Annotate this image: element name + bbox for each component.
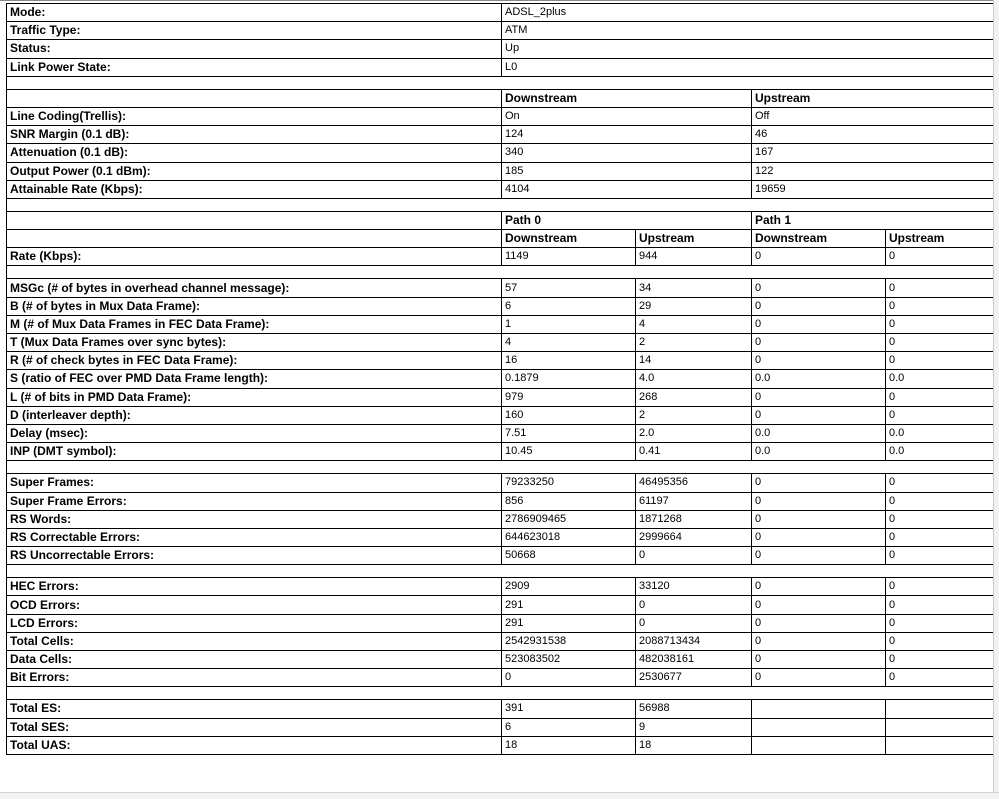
path1-downstream-value: 0 [752,279,886,297]
path1-upstream-value: 0 [886,406,995,424]
path1-downstream-value [752,736,886,754]
path0-upstream-value: 0.41 [636,443,752,461]
top-border [0,0,999,1]
path1-downstream-value: 0 [752,510,886,528]
statistics-content [6,3,994,755]
row-label: Output Power (0.1 dBm): [7,162,502,180]
stat-row [7,596,995,614]
stat-row [7,578,995,596]
row-label: RS Correctable Errors: [7,528,502,546]
path0-downstream-value: 979 [502,388,636,406]
path1-downstream-value: 0 [752,388,886,406]
path1-upstream-value: 0 [886,315,995,333]
row-label: MSGc (# of bytes in overhead channel message): [7,279,502,297]
path0-upstream-value: 46495356 [636,474,752,492]
path0-downstream-value: 18 [502,736,636,754]
path1-upstream-value: 0 [886,651,995,669]
row-label: Bit Errors: [7,669,502,687]
path1-upstream-value: 0 [886,279,995,297]
upstream-header: Upstream [752,89,995,107]
spacer-cell [7,198,995,211]
stat-row [7,736,995,754]
path1-upstream-value: 0 [886,492,995,510]
path1-downstream-value: 0 [752,578,886,596]
stat-row [7,528,995,546]
path0-upstream-value: 56988 [636,700,752,718]
path0-downstream-value: 523083502 [502,651,636,669]
path0-downstream-value: 644623018 [502,528,636,546]
row-label: OCD Errors: [7,596,502,614]
row-label: Attenuation (0.1 dB): [7,144,502,162]
path0-upstream-value: 2530677 [636,669,752,687]
path1-upstream-value: 0 [886,669,995,687]
row-value: Up [502,40,995,58]
spacer-cell [7,76,995,89]
path1-upstream-header: Upstream [886,230,995,248]
path1-upstream-value: 0 [886,510,995,528]
row-label: Link Power State: [7,58,502,76]
path1-downstream-value [752,700,886,718]
row-label: T (Mux Data Frames over sync bytes): [7,334,502,352]
path1-downstream-value: 0 [752,248,886,266]
path0-upstream-value: 2.0 [636,424,752,442]
path1-upstream-value: 0.0 [886,424,995,442]
path0-upstream-value: 0 [636,596,752,614]
empty-header-cell [7,230,502,248]
row-label: Delay (msec): [7,424,502,442]
row-label: INP (DMT symbol): [7,443,502,461]
stat-row [7,632,995,650]
adsl-statistics-table [6,3,995,755]
spacer-row [7,461,995,474]
path1-downstream-value [752,718,886,736]
path0-upstream-value: 0 [636,614,752,632]
row-label: Mode: [7,4,502,22]
row-label: Total Cells: [7,632,502,650]
path0-downstream-value: 391 [502,700,636,718]
line-row [7,144,995,162]
downstream-value: 340 [502,144,752,162]
path1-downstream-value: 0 [752,474,886,492]
path1-upstream-value: 0 [886,632,995,650]
stat-row [7,334,995,352]
row-label: B (# of bytes in Mux Data Frame): [7,297,502,315]
path0-upstream-value: 34 [636,279,752,297]
path1-downstream-value: 0 [752,352,886,370]
row-label: Total SES: [7,718,502,736]
horizontal-scrollbar[interactable] [0,792,999,799]
path0-upstream-value: 18 [636,736,752,754]
stat-row [7,352,995,370]
row-label: Traffic Type: [7,22,502,40]
upstream-value: Off [752,107,995,125]
path0-downstream-value: 10.45 [502,443,636,461]
spacer-row [7,198,995,211]
path-header-row [7,211,995,229]
downstream-value: 185 [502,162,752,180]
framing-section [7,279,995,461]
path0-downstream-value: 2786909465 [502,510,636,528]
path0-downstream-value: 4 [502,334,636,352]
direction-header-row [7,230,995,248]
path0-downstream-value: 79233250 [502,474,636,492]
spacer-row [7,266,995,279]
path1-downstream-value: 0.0 [752,370,886,388]
line-row [7,180,995,198]
empty-header-cell [7,89,502,107]
path1-upstream-value [886,718,995,736]
stat-row [7,547,995,565]
row-label: L (# of bits in PMD Data Frame): [7,388,502,406]
path0-downstream-value: 291 [502,596,636,614]
row-label: HEC Errors: [7,578,502,596]
row-label: Status: [7,40,502,58]
stat-row [7,669,995,687]
frames-section [7,474,995,565]
path0-upstream-value: 2 [636,406,752,424]
general-row [7,58,995,76]
path1-downstream-value: 0 [752,297,886,315]
downstream-value: On [502,107,752,125]
downstream-value: 124 [502,126,752,144]
path1-upstream-value: 0 [886,297,995,315]
path1-downstream-header: Downstream [752,230,886,248]
line-row [7,162,995,180]
stat-row [7,492,995,510]
path0-upstream-value: 4 [636,315,752,333]
path1-downstream-value: 0 [752,547,886,565]
path1-upstream-value: 0 [886,578,995,596]
path0-upstream-value: 482038161 [636,651,752,669]
row-label: RS Words: [7,510,502,528]
upstream-value: 46 [752,126,995,144]
row-label: Line Coding(Trellis): [7,107,502,125]
spacer-cell [7,461,995,474]
spacer-cell [7,565,995,578]
path1-downstream-value: 0 [752,315,886,333]
stat-row [7,474,995,492]
path0-downstream-value: 160 [502,406,636,424]
path0-downstream-value: 16 [502,352,636,370]
path0-upstream-value: 268 [636,388,752,406]
row-label: D (interleaver depth): [7,406,502,424]
path0-downstream-value: 2909 [502,578,636,596]
path1-upstream-value [886,700,995,718]
path0-header: Path 0 [502,211,752,229]
totals-section [7,700,995,755]
line-row [7,107,995,125]
general-row [7,4,995,22]
path0-upstream-value: 4.0 [636,370,752,388]
path1-upstream-value [886,736,995,754]
path1-downstream-value: 0 [752,669,886,687]
path1-upstream-value: 0 [886,474,995,492]
stat-row [7,510,995,528]
path0-upstream-value: 944 [636,248,752,266]
path1-downstream-value: 0 [752,614,886,632]
stat-row [7,443,995,461]
path0-downstream-value: 1149 [502,248,636,266]
path0-upstream-value: 61197 [636,492,752,510]
upstream-value: 122 [752,162,995,180]
path0-upstream-value: 2 [636,334,752,352]
path0-downstream-value: 0.1879 [502,370,636,388]
vertical-scrollbar[interactable] [993,0,999,799]
path0-upstream-value: 1871268 [636,510,752,528]
path1-header: Path 1 [752,211,995,229]
path0-downstream-value: 6 [502,297,636,315]
row-label: RS Uncorrectable Errors: [7,547,502,565]
stat-row [7,370,995,388]
row-label: Data Cells: [7,651,502,669]
row-label: Total ES: [7,700,502,718]
path1-downstream-value: 0 [752,596,886,614]
row-value: ADSL_2plus [502,4,995,22]
stat-row [7,651,995,669]
path0-upstream-header: Upstream [636,230,752,248]
path1-downstream-value: 0 [752,406,886,424]
line-header-row [7,89,995,107]
row-label: S (ratio of FEC over PMD Data Frame length): [7,370,502,388]
downstream-header: Downstream [502,89,752,107]
path0-downstream-value: 0 [502,669,636,687]
spacer-cell [7,266,995,279]
path0-downstream-value: 6 [502,718,636,736]
stat-row [7,406,995,424]
path0-downstream-value: 50668 [502,547,636,565]
path0-upstream-value: 9 [636,718,752,736]
row-value: ATM [502,22,995,40]
path0-downstream-value: 57 [502,279,636,297]
stat-row [7,700,995,718]
general-row [7,22,995,40]
cells-section [7,578,995,687]
general-row [7,40,995,58]
stat-row [7,424,995,442]
row-value: L0 [502,58,995,76]
downstream-value: 4104 [502,180,752,198]
row-label: Super Frames: [7,474,502,492]
rate-row [7,248,995,266]
upstream-value: 19659 [752,180,995,198]
path1-downstream-value: 0 [752,334,886,352]
path0-downstream-value: 7.51 [502,424,636,442]
path0-upstream-value: 29 [636,297,752,315]
empty-header-cell [7,211,502,229]
stat-row [7,315,995,333]
path1-downstream-value: 0.0 [752,443,886,461]
path0-upstream-value: 2999664 [636,528,752,546]
row-label: Rate (Kbps): [7,248,502,266]
path1-downstream-value: 0 [752,528,886,546]
path1-downstream-value: 0 [752,632,886,650]
spacer-row [7,687,995,700]
line-row [7,126,995,144]
path1-upstream-value: 0 [886,334,995,352]
path0-upstream-value: 14 [636,352,752,370]
upstream-value: 167 [752,144,995,162]
stat-row [7,388,995,406]
path0-upstream-value: 0 [636,547,752,565]
stat-row [7,614,995,632]
row-label: SNR Margin (0.1 dB): [7,126,502,144]
path1-downstream-value: 0 [752,651,886,669]
path0-downstream-value: 1 [502,315,636,333]
stat-row [7,279,995,297]
row-label: R (# of check bytes in FEC Data Frame): [7,352,502,370]
path0-downstream-value: 291 [502,614,636,632]
path1-upstream-value: 0.0 [886,443,995,461]
row-label: Total UAS: [7,736,502,754]
path1-downstream-value: 0.0 [752,424,886,442]
path1-upstream-value: 0 [886,614,995,632]
stat-row [7,718,995,736]
path1-downstream-value: 0 [752,492,886,510]
spacer-row [7,76,995,89]
path1-upstream-value: 0.0 [886,370,995,388]
path0-downstream-value: 2542931538 [502,632,636,650]
path1-upstream-value: 0 [886,388,995,406]
row-label: Attainable Rate (Kbps): [7,180,502,198]
path0-downstream-value: 856 [502,492,636,510]
spacer-cell [7,687,995,700]
row-label: Super Frame Errors: [7,492,502,510]
row-label: M (# of Mux Data Frames in FEC Data Frame): [7,315,502,333]
path0-upstream-value: 2088713434 [636,632,752,650]
path0-upstream-value: 33120 [636,578,752,596]
path1-upstream-value: 0 [886,596,995,614]
path1-upstream-value: 0 [886,547,995,565]
row-label: LCD Errors: [7,614,502,632]
path0-downstream-header: Downstream [502,230,636,248]
path1-upstream-value: 0 [886,352,995,370]
path1-upstream-value: 0 [886,248,995,266]
stat-row [7,297,995,315]
spacer-row [7,565,995,578]
path1-upstream-value: 0 [886,528,995,546]
